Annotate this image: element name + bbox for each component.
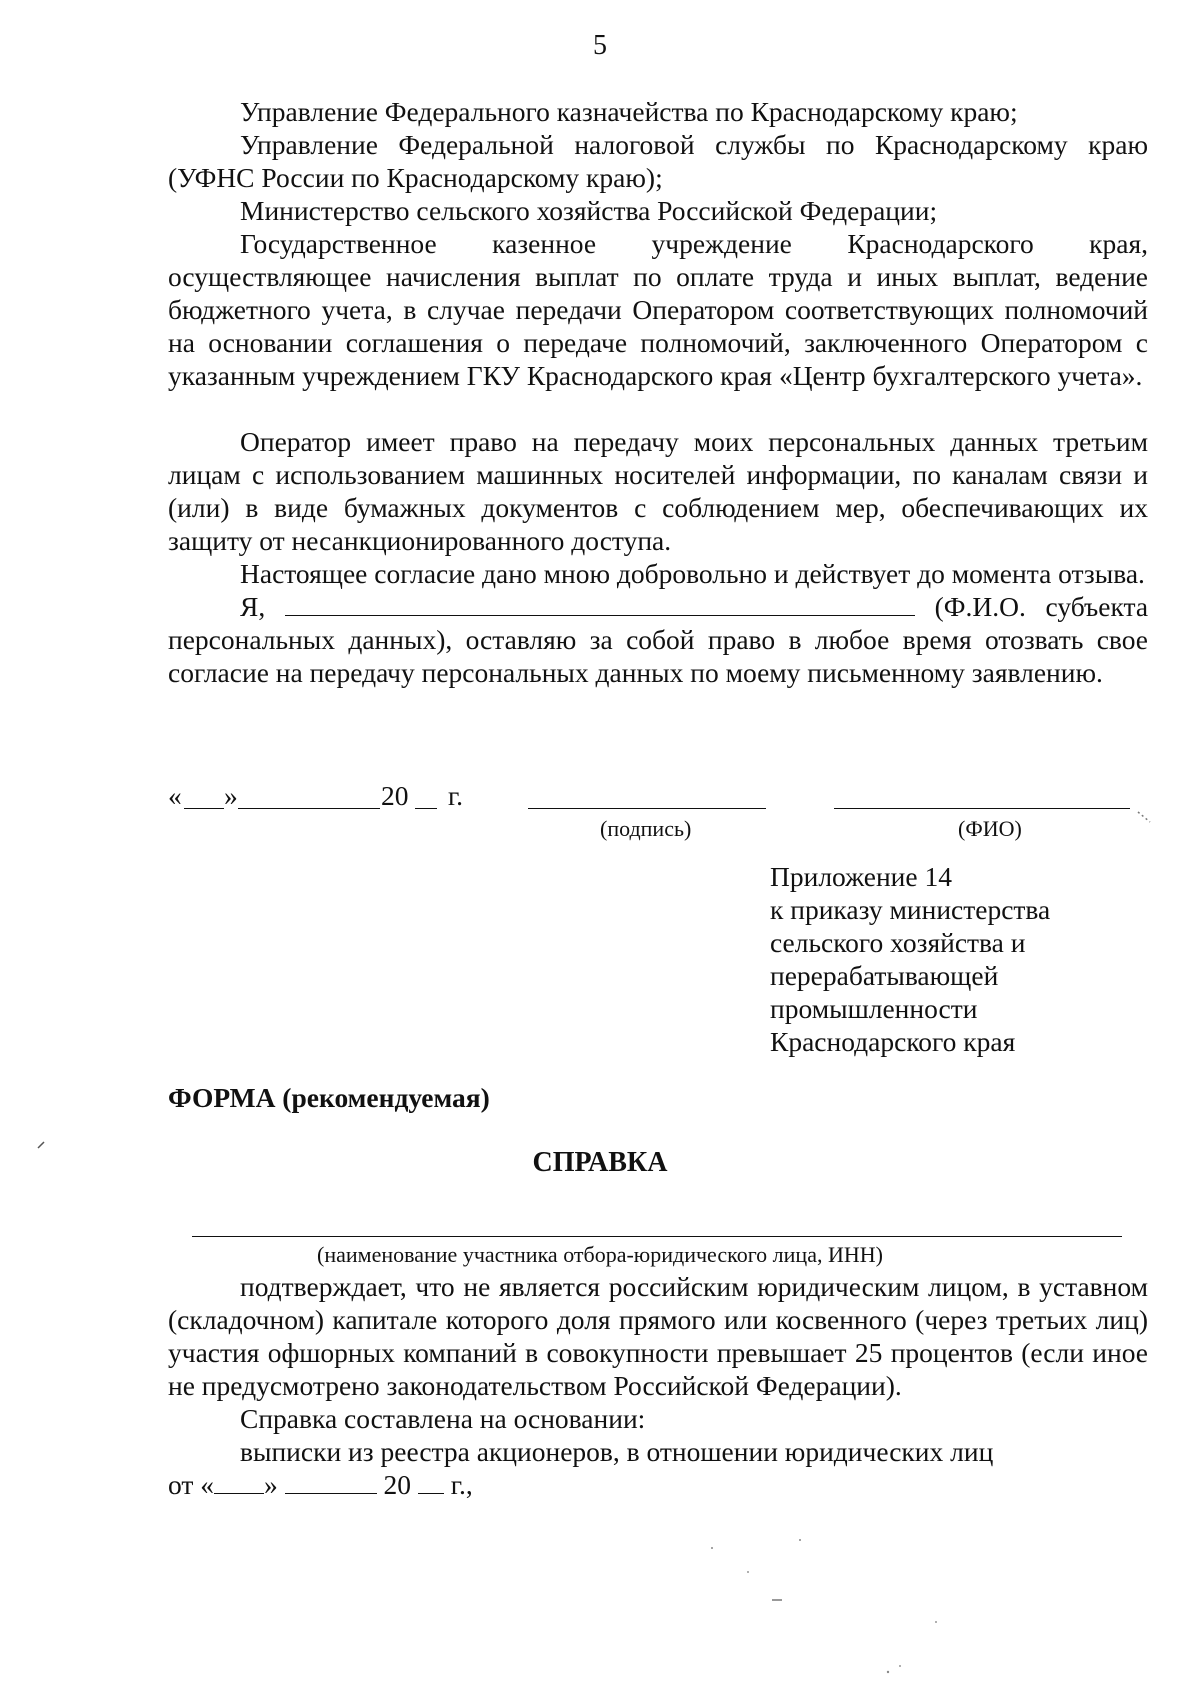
paragraph-confirms: подтверждает, что не является российским юридическим лицом, в уставном (складочном) капитале которого доля прямого или косвенного (через третьих лиц) участия офшорных компаний в совокупности превышает 25 процентов (если иное не предусмотрено законодательством Российской Федерации). bbox=[168, 1271, 1148, 1401]
recipient-4: Государственное казенное учреждение Краснодарского края, осуществляющее начисления выплат по оплате труда и иных выплат, ведение бюджетного учета, в случае передачи Оператором соответствующих полномочий на основании соглашения о передаче полномочий, заключенного Оператором с указанным учреждением ГКУ Краснодарского края «Центр бухгалтерского учета». bbox=[168, 228, 1148, 391]
paragraph-voluntary: Настоящее согласие дано мною добровольно и действует до момента отзыва. bbox=[240, 558, 1145, 589]
basis-intro: Справка составлена на основании: bbox=[240, 1403, 646, 1434]
annex-line-6: Краснодарского края bbox=[770, 1026, 1016, 1057]
basis-item: выписки из реестра акционеров, в отношении юридических лиц bbox=[240, 1436, 994, 1467]
recipient-1: Управление Федерального казначейства по Краснодарскому краю; bbox=[240, 96, 1018, 127]
basis-date-close: » bbox=[264, 1469, 278, 1500]
revocation-prefix: Я, bbox=[240, 591, 266, 622]
year-suffix: г. bbox=[448, 780, 464, 811]
revocation-suffix: (Ф.И.О. субъекта персональных данных), оставляю за собой право в любое время отозвать свое согласие на передачу персональных данных по моему письменному заявлению. bbox=[168, 591, 1149, 688]
annex-line-3: сельского хозяйства и bbox=[770, 927, 1026, 958]
date-open-quote: « bbox=[168, 780, 182, 811]
basis-year-suffix: г., bbox=[450, 1469, 473, 1500]
year-prefix: 20 bbox=[381, 780, 409, 811]
recipient-3: Министерство сельского хозяйства Российской Федерации; bbox=[240, 195, 938, 226]
annex-line-2: к приказу министерства bbox=[770, 894, 1051, 925]
basis-year-prefix: 20 bbox=[383, 1469, 412, 1500]
page-number: 5 bbox=[593, 30, 607, 61]
paragraph-transfer: Оператор имеет право на передачу моих персональных данных третьим лицам с использованием машинных носителей информации, по каналам связи и (или) в виде бумажных документов с соблюдением мер, обеспечивающих их защиту от несанкционированного доступа. bbox=[168, 426, 1148, 556]
document-title: СПРАВКА bbox=[532, 1147, 668, 1178]
annex-line-5: промышленности bbox=[770, 993, 978, 1024]
fio-caption: (ФИО) bbox=[958, 816, 1022, 841]
annex-line-1: Приложение 14 bbox=[770, 861, 952, 892]
annex-line-4: перерабатывающей bbox=[770, 960, 999, 991]
signature-caption: (подпись) bbox=[600, 816, 692, 841]
basis-date-prefix: от « bbox=[168, 1469, 215, 1500]
form-heading: ФОРМА (рекомендуемая) bbox=[168, 1082, 490, 1113]
recipient-2: Управление Федеральной налоговой службы по Краснодарскому краю (УФНС России по Краснодарскому краю); bbox=[168, 129, 1148, 193]
date-close-quote: » bbox=[224, 780, 238, 811]
participant-name-caption: (наименование участника отбора-юридического лица, ИНН) bbox=[317, 1242, 883, 1267]
